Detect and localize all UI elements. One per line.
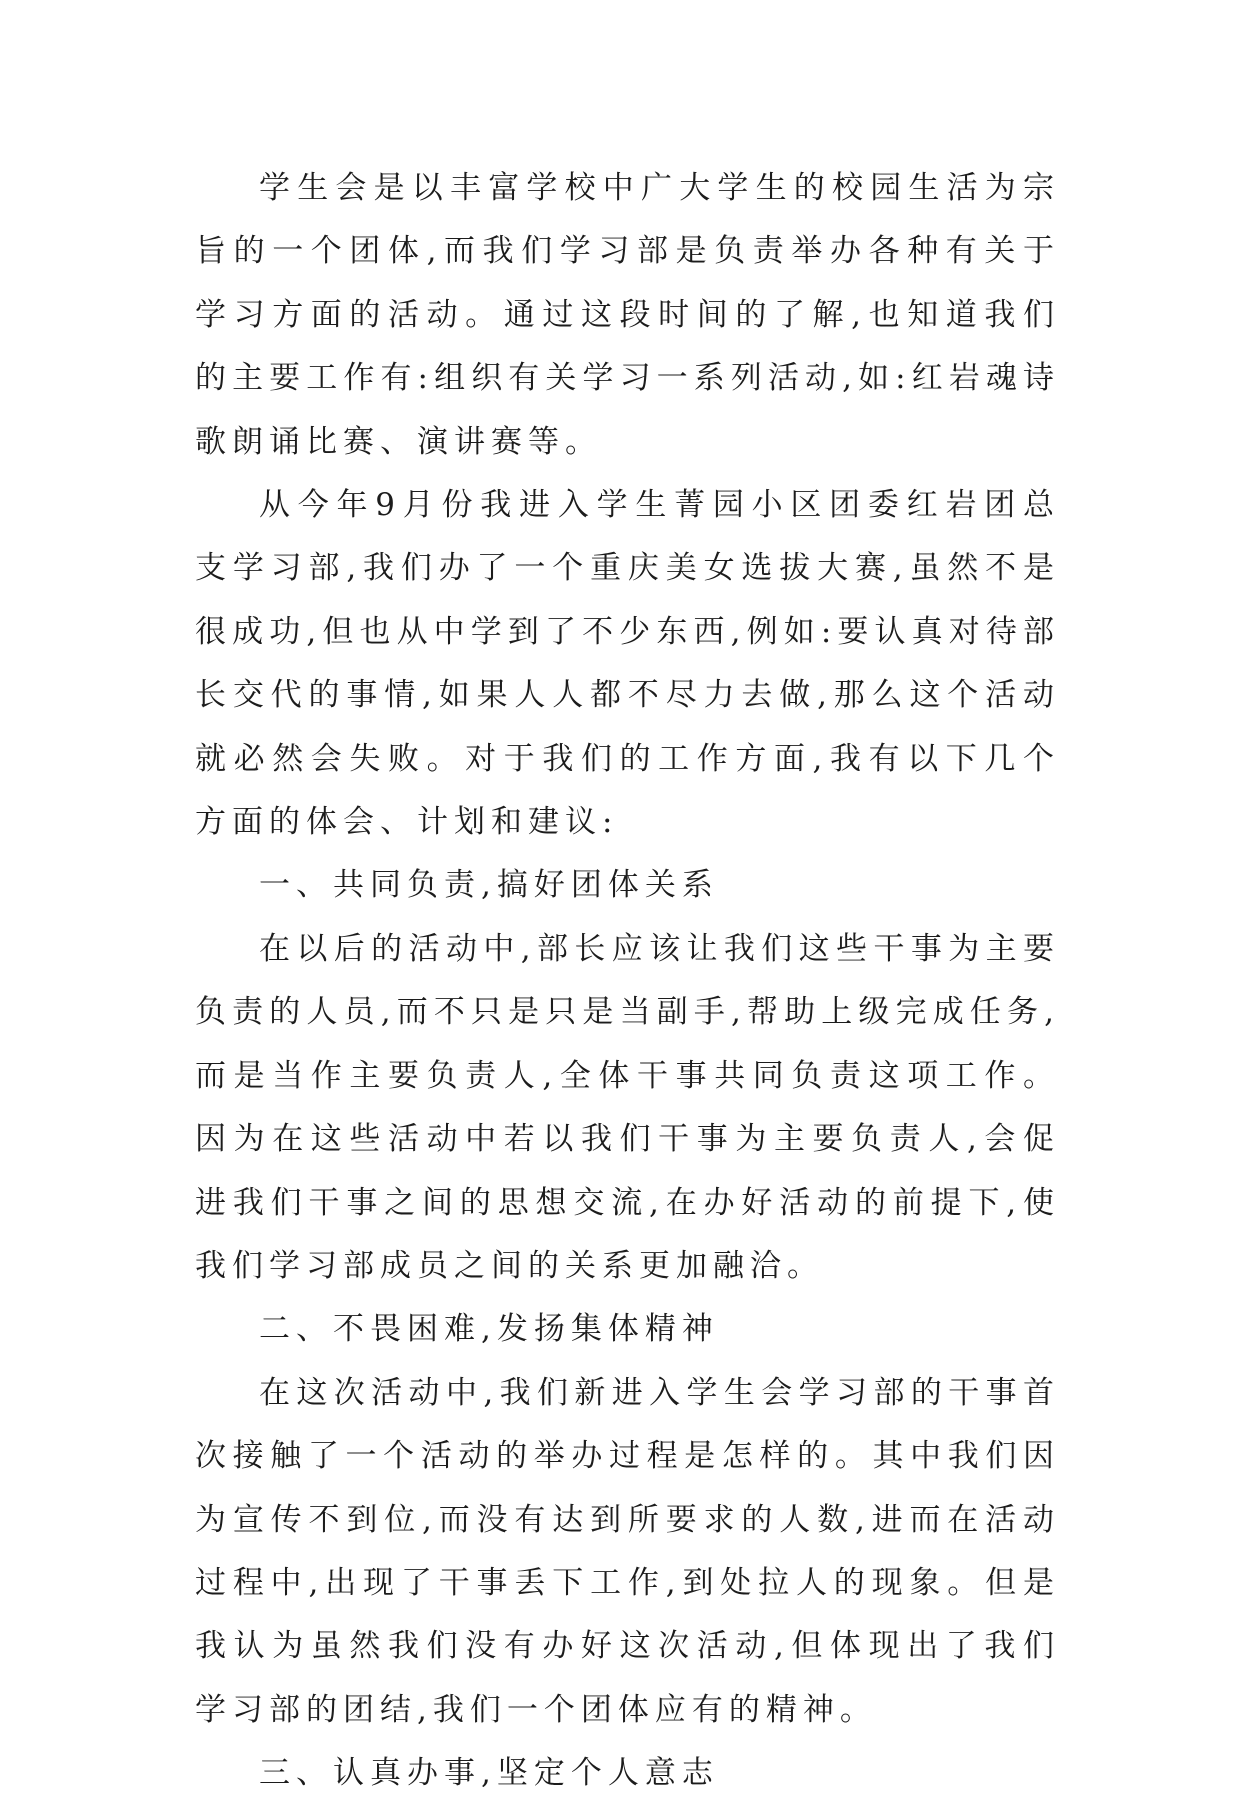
section-1-paragraph: 在以后的活动中,部长应该让我们这些干事为主要负责的人员,而不只是只是当副手,帮助上级完成任务,而是当作主要负责人,全体干事共同负责这项工作。因为在这些活动中若以我们干事为主要负责人,会促进我们干事之间的思想交流,在办好活动的前提下,使我们学习部成员之间的关系更加融洽。: [195, 930, 1060, 1284]
section-heading-1: 一、共同负责,搞好团体关系: [259, 867, 719, 904]
document-page: [195, 157, 1060, 1806]
section-heading-3: 三、认真办事,坚定个人意志: [259, 1755, 719, 1792]
section-2-paragraph: 在这次活动中,我们新进入学生会学习部的干事首次接触了一个活动的举办过程是怎样的。其中我们因为宣传不到位,而没有达到所要求的人数,进而在活动过程中,出现了干事丢下工作,到处拉人的现象。但是我认为虽然我们没有办好这次活动,但体现出了我们学习部的团结,我们一个团体应有的精神。: [195, 1374, 1060, 1728]
experience-paragraph: 从今年9月份我进入学生菁园小区团委红岩团总支学习部,我们办了一个重庆美女选拔大赛,虽然不是很成功,但也从中学到了不少东西,例如:要认真对待部长交代的事情,如果人人都不尽力去做,那么这个活动就必然会失败。对于我们的工作方面,我有以下几个方面的体会、计划和建议:: [195, 487, 1060, 841]
section-heading-2: 二、不畏困难,发扬集体精神: [259, 1311, 719, 1348]
intro-paragraph: 学生会是以丰富学校中广大学生的校园生活为宗旨的一个团体,而我们学习部是负责举办各种有关于学习方面的活动。通过这段时间的了解,也知道我们的主要工作有:组织有关学习一系列活动,如:红岩魂诗歌朗诵比赛、演讲赛等。: [195, 170, 1060, 460]
